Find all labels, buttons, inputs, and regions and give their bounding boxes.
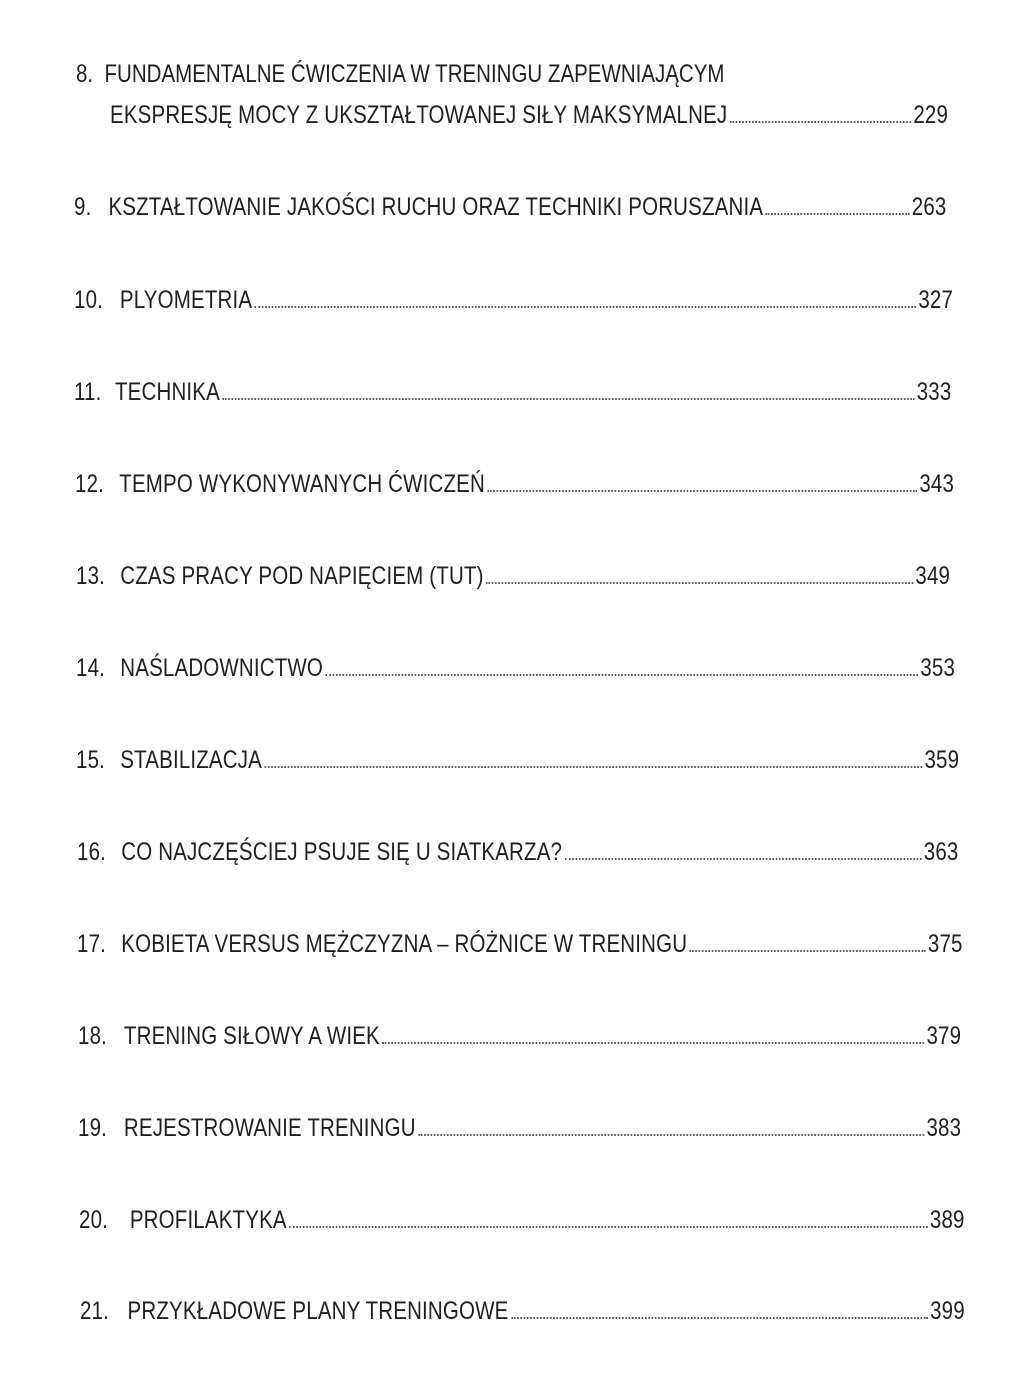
- toc-entry-8[interactable]: [110, 101, 948, 130]
- toc-entry-page: 353: [920, 654, 956, 682]
- toc-entry-number: 20.: [79, 1206, 108, 1234]
- toc-entry-number: 13.: [76, 562, 105, 590]
- toc-entry-title: TRENING SIŁOWY A WIEK: [123, 1022, 380, 1050]
- toc-entry-page: 349: [915, 562, 951, 590]
- dot-leader: [325, 673, 917, 676]
- toc-entry-page: 229: [913, 101, 949, 129]
- toc-entry-title: CZAS PRACY POD NAPIĘCIEM (TUT): [120, 562, 484, 590]
- toc-entry-number: 8.: [76, 60, 94, 88]
- toc-entry-21[interactable]: [80, 1297, 965, 1326]
- toc-entry-page: 399: [930, 1297, 965, 1325]
- toc-entry-number: 17.: [77, 930, 106, 958]
- toc-entry-11[interactable]: [74, 378, 951, 407]
- toc-entry-title: CO NAJCZĘŚCIEJ PSUJE SIĘ U SIATKARZA?: [121, 838, 563, 866]
- toc-entry-8-line1: [76, 60, 724, 89]
- toc-entry-title: TEMPO WYKONYWANYCH ĆWICZEŃ: [119, 470, 485, 498]
- toc-entry-page: 333: [916, 378, 952, 406]
- dot-leader: [766, 212, 910, 215]
- toc-entry-page: 375: [927, 930, 963, 958]
- toc-entry-number: 11.: [74, 378, 102, 406]
- toc-entry-page: 383: [926, 1114, 962, 1142]
- toc-entry-page: 379: [926, 1022, 962, 1050]
- dot-leader: [264, 765, 922, 768]
- toc-entry-title: PRZYKŁADOWE PLANY TRENINGOWE: [127, 1297, 509, 1325]
- toc-entry-number: 10.: [74, 286, 103, 314]
- toc-entry-page: 389: [929, 1206, 965, 1234]
- toc-entry-title: REJESTROWANIE TRENINGU: [123, 1114, 416, 1142]
- toc-entry-18[interactable]: [78, 1022, 961, 1051]
- dot-leader: [382, 1041, 924, 1044]
- toc-entry-12[interactable]: [75, 470, 954, 499]
- dot-leader: [690, 949, 926, 952]
- dot-leader: [289, 1225, 927, 1228]
- toc-entry-16[interactable]: [77, 838, 959, 867]
- dot-leader: [511, 1316, 928, 1319]
- toc-entry-page: 359: [924, 746, 960, 774]
- toc-entry-number: 12.: [75, 470, 104, 498]
- toc-entry-13[interactable]: [76, 562, 950, 591]
- toc-entry-title: STABILIZACJA: [120, 746, 262, 774]
- toc-entry-19[interactable]: [78, 1114, 961, 1143]
- toc-entry-17[interactable]: [77, 930, 963, 959]
- toc-entry-number: 15.: [76, 746, 105, 774]
- toc-entry-title: PLYOMETRIA: [119, 286, 253, 314]
- toc-entry-page: 343: [919, 470, 955, 498]
- dot-leader: [222, 397, 914, 400]
- toc-entry-title: KOBIETA VERSUS MĘŻCZYZNA – RÓŻNICE W TRENINGU: [121, 930, 688, 958]
- toc-entry-10[interactable]: [74, 286, 953, 315]
- toc-entry-15[interactable]: [76, 746, 959, 775]
- toc-entry-title: EKSPRESJĘ MOCY Z UKSZTAŁTOWANEJ SIŁY MAKSYMALNEJ: [110, 101, 728, 129]
- toc-entry-9[interactable]: [74, 193, 946, 222]
- toc-entry-number: 19.: [78, 1114, 107, 1142]
- toc-entry-14[interactable]: [76, 654, 955, 683]
- toc-entry-title-line1: FUNDAMENTALNE ĆWICZENIA W TRENINGU ZAPEWNIAJĄCYM: [104, 60, 725, 88]
- toc-entry-title: NAŚLADOWNICTWO: [120, 654, 324, 682]
- dot-leader: [418, 1133, 924, 1136]
- toc-entry-20[interactable]: [79, 1206, 965, 1235]
- dot-leader: [730, 120, 911, 123]
- dot-leader: [487, 489, 916, 492]
- dot-leader: [486, 581, 913, 584]
- toc-entry-page: 263: [911, 193, 947, 221]
- toc-entry-page: 363: [923, 838, 959, 866]
- toc-entry-number: 16.: [77, 838, 106, 866]
- toc-entry-title: PROFILAKTYKA: [129, 1206, 287, 1234]
- toc-entry-title: TECHNIKA: [115, 378, 220, 406]
- toc-entry-number: 9.: [74, 193, 92, 221]
- toc-entry-number: 14.: [76, 654, 105, 682]
- dot-leader: [565, 857, 922, 860]
- toc-entry-title: KSZTAŁTOWANIE JAKOŚCI RUCHU ORAZ TECHNIKI PORUSZANIA: [108, 193, 764, 221]
- toc-entry-number: 18.: [78, 1022, 107, 1050]
- toc-entry-page: 327: [918, 286, 954, 314]
- dot-leader: [255, 305, 916, 308]
- toc-entry-number: 21.: [80, 1297, 109, 1325]
